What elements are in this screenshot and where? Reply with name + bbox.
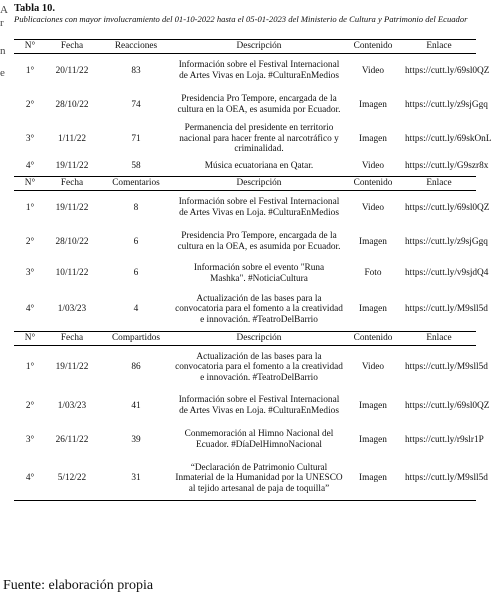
metric-cell: 4 (133, 304, 139, 315)
column-header: Fecha (46, 177, 98, 191)
column-header: N° (14, 40, 46, 54)
rank-cell: 1° (25, 202, 35, 213)
column-header: Enlace (402, 40, 476, 54)
date-cell: 5/12/22 (46, 457, 98, 501)
description-cell: Información sobre el Festival Internacional de Artes Vivas en Loja. #CulturaEnMedios (178, 60, 340, 81)
table-title: Tabla 10. (14, 3, 56, 14)
content-type-cell: Video (361, 65, 385, 76)
date-cell: 19/11/22 (55, 362, 89, 373)
description-cell: Actualización de las bases para la convocatoria para el fomento a la creatividad e innovación. #TeatroDelBarrio (175, 351, 343, 383)
column-header: Comentarios (98, 177, 174, 191)
link-cell[interactable]: https://cutt.ly/v9sjdQ4 (405, 268, 489, 279)
column-header: Descripción (174, 40, 344, 54)
description-cell: Información sobre el evento "Runa Mashka". #NoticiaCultura (193, 262, 325, 284)
table-row (14, 88, 476, 122)
rank-cell: 3° (25, 434, 35, 445)
edge-letter: A (0, 4, 8, 16)
content-type-cell: Imagen (359, 99, 387, 110)
content-type-cell: Imagen (359, 304, 387, 315)
section-header-row (14, 177, 476, 191)
column-header: Descripción (174, 332, 344, 346)
metric-cell: 6 (133, 268, 139, 279)
description-cell: Actualización de las bases para la convocatoria para el fomento a la creatividad e innovación. #TeatroDelBarrio (175, 293, 343, 325)
description-cell: Conmemoración al Himno Nacional del Ecuador. #DíaDelHimnoNacional (184, 429, 334, 450)
description-cell: Música ecuatoriana en Qatar. (204, 160, 314, 171)
cropped-edge-text (0, 17, 4, 29)
cropped-edge-text (0, 45, 6, 57)
rank-cell: 1° (25, 362, 35, 373)
table-row (14, 156, 476, 177)
link-cell[interactable]: https://cutt.ly/M9sll5d (405, 304, 488, 315)
rank-cell: 4° (25, 160, 35, 171)
table-row (14, 54, 476, 89)
date-cell: 28/10/22 (55, 236, 89, 247)
content-type-cell: Video (361, 160, 385, 171)
column-header: Reacciones (98, 40, 174, 54)
column-header: Compartidos (98, 332, 174, 346)
content-type-cell: Imagen (359, 133, 387, 144)
rank-cell: 4° (14, 457, 46, 501)
engagement-table (14, 39, 492, 501)
column-header: Enlace (402, 332, 476, 346)
metric-cell: 6 (133, 236, 139, 247)
link-cell[interactable]: https://cutt.ly/r9slr1P (405, 434, 484, 445)
rank-cell: 2° (25, 400, 35, 411)
link-cell[interactable]: https://cutt.ly/69sl0QZ (405, 202, 490, 213)
table-body (14, 40, 492, 501)
date-cell: 1/03/23 (57, 304, 87, 315)
date-cell: 20/11/22 (55, 65, 89, 76)
content-type-cell: Video (361, 202, 385, 213)
column-header: Fecha (46, 332, 98, 346)
column-header: Descripción (174, 177, 344, 191)
link-cell[interactable]: https://cutt.ly/M9sll5d (405, 362, 488, 373)
table-subtitle: Publicaciones con mayor involucramiento del 01-10-2022 hasta el 05-01-2023 del Ministerio de Cultura y Patrimonio del Ecuador (14, 14, 468, 24)
table-row (14, 288, 476, 332)
column-header: Contenido (344, 332, 402, 346)
link-cell[interactable]: https://cutt.ly/z9sjGgq (405, 236, 488, 247)
content-type-cell: Imagen (359, 236, 387, 247)
date-cell: 28/10/22 (55, 99, 89, 110)
section-header-row (14, 40, 476, 54)
content-type-cell: Video (361, 362, 385, 373)
date-cell: 19/11/22 (55, 160, 89, 171)
description-cell: Presidencia Pro Tempore, encargada de la cultura en la OEA, es asumida por Ecuador. (177, 94, 341, 115)
table-row (14, 122, 476, 156)
link-cell[interactable]: https://cutt.ly/69skOnL (405, 133, 492, 144)
column-header: Contenido (344, 177, 402, 191)
column-header: Enlace (402, 177, 476, 191)
link-cell[interactable]: https://cutt.ly/69sl0QZ (405, 400, 490, 411)
description-cell: “Declaración de Patrimonio Cultural Inmaterial de la Humanidad por la UNESCO al tejido artesanal de paja de toquilla” (174, 457, 344, 501)
date-cell: 1/03/23 (57, 400, 87, 411)
content-type-cell: Imagen (359, 400, 387, 411)
cropped-edge-text (0, 67, 5, 79)
metric-cell: 71 (131, 133, 141, 144)
table-row (14, 346, 476, 390)
column-header: N° (14, 332, 46, 346)
table-row (14, 423, 476, 457)
table-row (14, 457, 476, 501)
rank-cell: 1° (25, 65, 35, 76)
link-cell[interactable]: https://cutt.ly/G9szr8x (405, 160, 489, 171)
table-row (14, 259, 476, 288)
description-cell: Información sobre el Festival Internacional de Artes Vivas en Loja. #CulturaEnMedios (178, 197, 340, 218)
rank-cell: 4° (25, 304, 35, 315)
description-cell: Presidencia Pro Tempore, encargada de la cultura en la OEA, es asumida por Ecuador. (177, 231, 341, 252)
metric-cell: 83 (131, 65, 141, 76)
content-type-cell: Imagen (359, 434, 387, 445)
description-cell: Permanencia del presidente en territorio nacional para hacer frente al narcotráfico y criminalidad. (179, 123, 339, 155)
metric-cell: 31 (98, 457, 174, 501)
date-cell: 26/11/22 (55, 434, 89, 445)
table-row (14, 191, 476, 226)
metric-cell: 58 (131, 160, 141, 171)
metric-cell: 86 (131, 362, 141, 373)
rank-cell: 2° (25, 99, 35, 110)
content-type-cell: Foto (364, 268, 382, 279)
table-caption (14, 3, 476, 25)
rank-cell: 3° (25, 268, 35, 279)
column-header: N° (14, 177, 46, 191)
date-cell: 10/11/22 (55, 268, 89, 279)
edge-letter: n (0, 45, 6, 57)
rank-cell: 2° (25, 236, 35, 247)
source-note: Fuente: elaboración propia (3, 578, 154, 593)
metric-cell: 8 (133, 202, 139, 213)
table-row (14, 389, 476, 423)
rank-cell: 3° (25, 133, 35, 144)
description-cell: Información sobre el Festival Internacional de Artes Vivas en Loja. #CulturaEnMedios (178, 395, 340, 416)
edge-letter: r (0, 17, 4, 29)
date-cell: 1/11/22 (57, 133, 87, 144)
metric-cell: 39 (131, 434, 141, 445)
date-cell: 19/11/22 (55, 202, 89, 213)
link-cell[interactable]: https://cutt.ly/M9sll5d (402, 457, 476, 501)
link-cell[interactable]: https://cutt.ly/69sl0QZ (405, 65, 490, 76)
column-header: Fecha (46, 40, 98, 54)
column-header: Contenido (344, 40, 402, 54)
section-header-row (14, 332, 476, 346)
link-cell[interactable]: https://cutt.ly/z9sjGgq (405, 99, 488, 110)
metric-cell: 41 (131, 400, 141, 411)
edge-letter: e (0, 67, 5, 79)
metric-cell: 74 (131, 99, 141, 110)
cropped-edge-text (0, 4, 8, 16)
table-row (14, 225, 476, 259)
content-type-cell: Imagen (344, 457, 402, 501)
